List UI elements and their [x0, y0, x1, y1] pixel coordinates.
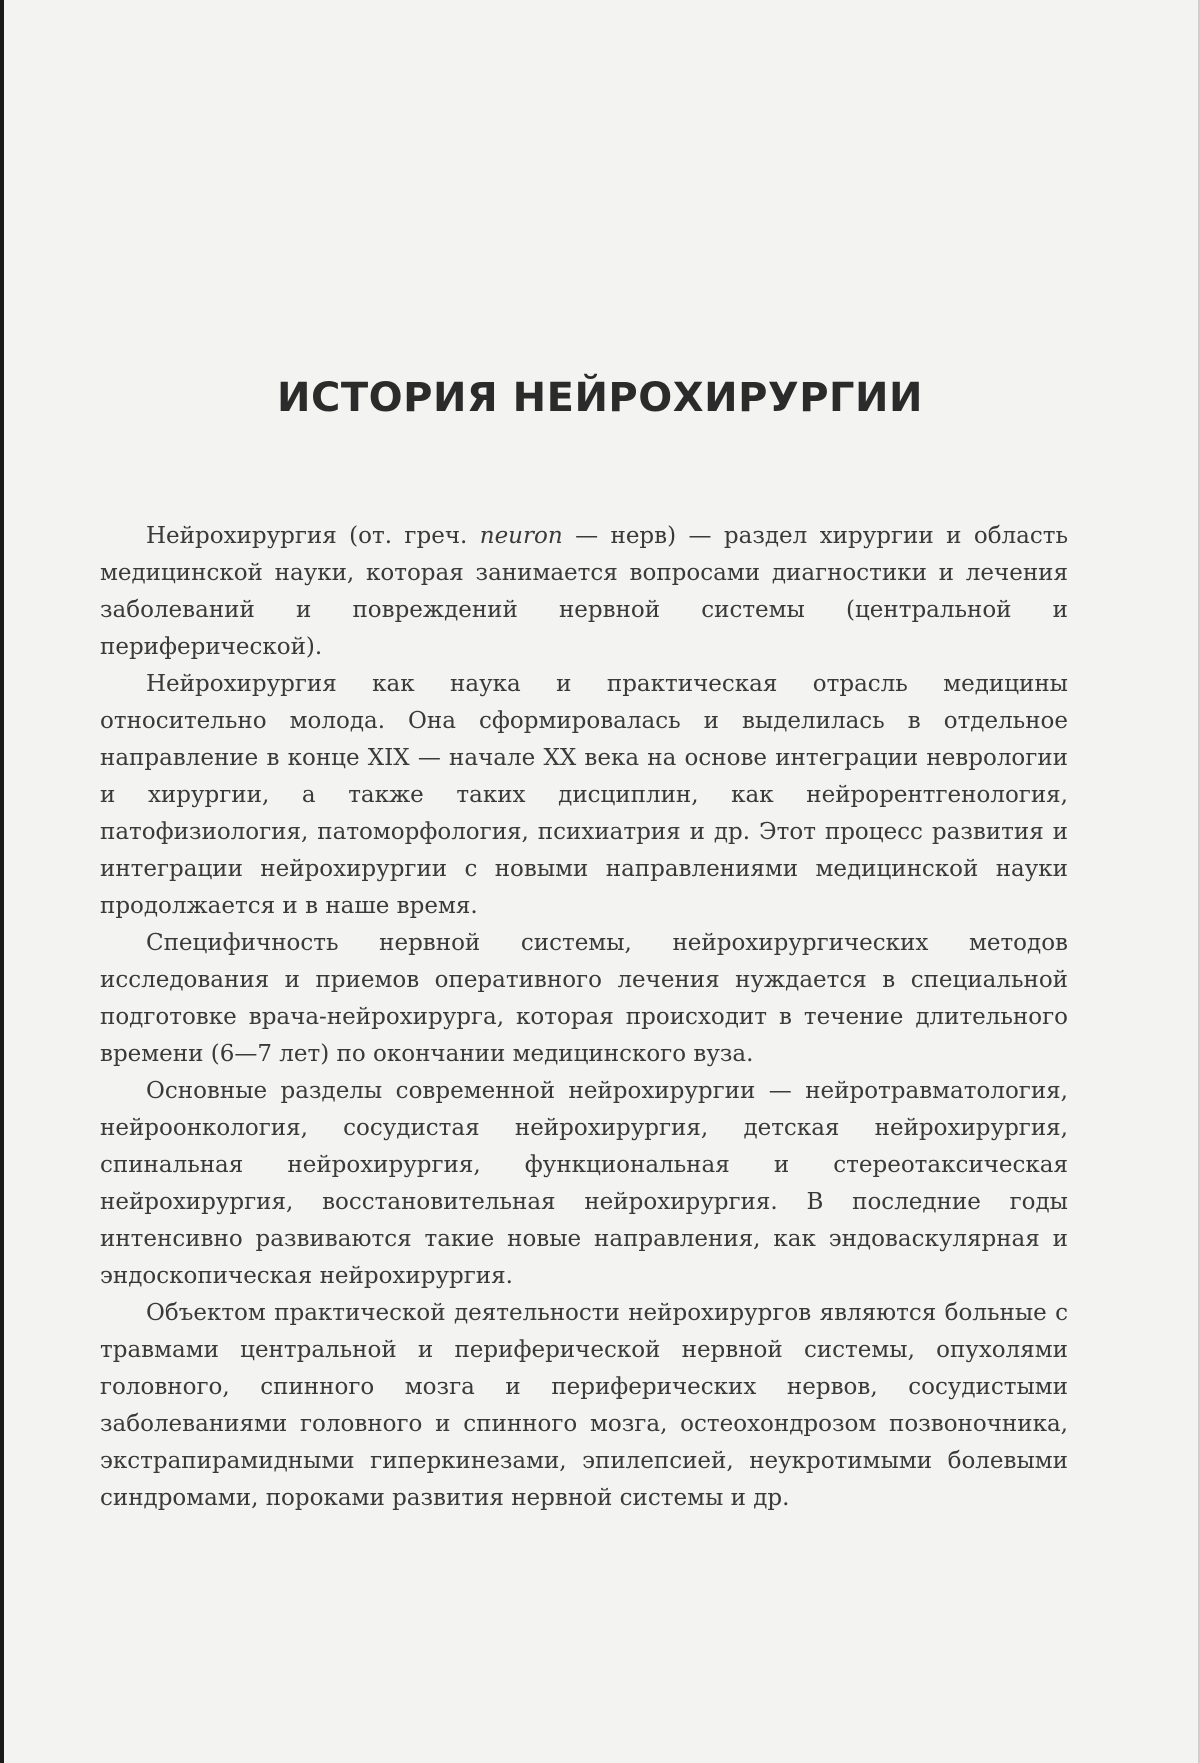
paragraph-4: Основные разделы современной нейрохирургии — нейротравматология, нейроонкология, сосудистая нейрохирургия, детская нейрохирургия, спинальная нейрохирургия, функциональная и стереотаксическая нейрохирургия, восстановительная нейрохирургия. В последние годы интенсивно развиваются такие новые направления, как эндоваскулярная и эндоскопическая нейрохирургия. [100, 1078, 1068, 1289]
greek-term: neuron [479, 523, 563, 549]
paragraph-2: Нейрохирургия как наука и практическая отрасль медицины относительно молода. Она сформировалась и выделилась в отдельное направление в конце XIX — начале XX века на основе интеграции неврологии и хирургии, а также таких дисциплин, как нейрорентгенология, патофизиология, патоморфология, психиатрия и др. Этот процесс развития и интеграции нейрохирургии с новыми направлениями медицинской науки продолжается и в наше время. [100, 671, 1068, 919]
body-text [100, 518, 1068, 1517]
paragraph-3: Специфичность нервной системы, нейрохирургических методов исследования и приемов оперативного лечения нуждается в специальной подготовке врача-нейрохирурга, которая происходит в течение длительного времени (6—7 лет) по окончании медицинского вуза. [100, 930, 1068, 1067]
paragraph-1-before: Нейрохирургия (от. греч. [146, 523, 480, 549]
chapter-title: ИСТОРИЯ НЕЙРОХИРУРГИИ [277, 375, 923, 421]
paragraph-1 [100, 518, 1068, 666]
paragraph-5: Объектом практической деятельности нейрохирургов являются больные с травмами центральной и периферической нервной системы, опухолями головного, спинного мозга и периферических нервов, сосудистыми заболеваниями головного и спинного мозга, остеохондрозом позвоночника, экстрапирамидными гиперкинезами, эпилепсией, неукротимыми болевыми синдромами, пороками развития нервной системы и др. [100, 1300, 1068, 1511]
paragraph-1-after: — нерв) — раздел хирургии и область медицинской науки, которая занимается вопросами диагностики и лечения заболеваний и повреждений нервной системы (центральной и периферической). [100, 523, 1068, 660]
page-binding-edge [0, 0, 4, 1763]
